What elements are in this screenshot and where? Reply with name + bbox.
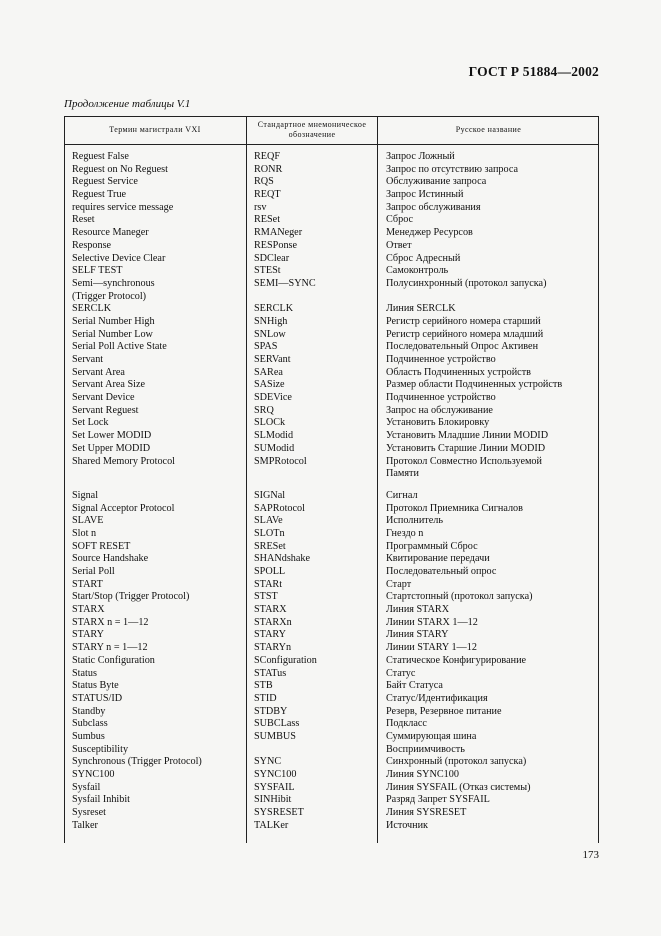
table-row [64,794,599,807]
term-cell: Set Upper MODID [72,442,151,454]
mnemonic-cell: STARt [254,578,283,590]
table-row [64,303,599,316]
table-row [64,490,599,503]
mnemonic-cell: STATus [254,667,287,679]
mnemonic-cell: SEMI—SYNC [254,277,316,289]
mnemonic-cell: STID [254,692,277,704]
term-cell: Synchronous (Trigger Protocol) [72,756,202,768]
document-header-code: ГОСТ Р 51884—2002 [468,64,599,79]
mnemonic-cell: SYSRESET [254,807,304,819]
table-row [64,503,599,516]
mnemonic-cell: RQS [254,176,274,188]
table-row [64,240,599,253]
table-row [64,782,599,795]
table-row [64,668,599,681]
term-cell: SERCLK [72,303,112,315]
term-cell: Start/Stop (Trigger Protocol) [72,591,190,603]
russian-name-cell: Старт [386,578,412,590]
table-row [64,253,599,266]
term-cell: Sysreset [72,807,106,819]
term-cell: Slot n [72,527,97,539]
table-row [64,151,599,164]
mnemonic-cell: SINHibit [254,794,292,806]
russian-name-cell: Ответ [386,239,412,251]
term-cell: STATUS/ID [72,692,123,704]
table-row [64,680,599,693]
mnemonic-cell: SARea [254,366,283,378]
table-row [64,693,599,706]
russian-name-cell: Резерв, Резервное питание [386,705,502,717]
mnemonic-cell: SDClear [254,252,290,264]
table-row [64,164,599,177]
term-cell: Signal [72,489,99,501]
mnemonic-cell: SAPRotocol [254,502,305,514]
term-cell: Source Handshake [72,553,149,565]
mnemonic-cell: STARY [254,629,287,641]
table-row [64,591,599,604]
mnemonic-cell: SERVant [254,354,291,366]
russian-name-cell: Линия SERCLK [386,303,456,315]
table-row [64,604,599,617]
term-cell: Servant Device [72,392,135,404]
term-cell: Reset [72,214,95,226]
term-cell: Serial Number Low [72,328,153,340]
russian-name-cell: Источник [386,819,429,831]
mnemonic-cell: REQF [254,151,281,162]
table-row [64,769,599,782]
russian-name-cell: Линия SYSFAIL (Отказ системы) [386,781,531,793]
russian-name-cell: Размер области Подчиненных устройств [386,379,563,391]
term-cell: Shared Memory Protocol [72,455,175,467]
russian-name-cell: Протокол Приемника Сигналов [386,502,523,514]
term-cell: START [72,578,103,590]
mnemonic-cell: SLModid [254,430,294,442]
term-cell: Serial Number High [72,315,155,327]
header-divider [64,144,599,145]
russian-name-cell: Подчиненное устройство [386,392,496,404]
table-row [64,706,599,719]
table-row [64,443,599,456]
term-cell: Set Lock [72,417,109,429]
russian-name-cell: Полусинхронный (протокол запуска) [386,277,547,289]
table-row [64,456,599,490]
russian-name-cell: Запрос по отсутствию запроса [386,163,519,175]
term-cell: Selective Device Clear [72,252,166,264]
term-cell: SOFT RESET [72,540,131,552]
russian-name-cell: Обслуживание запроса [386,176,487,188]
mnemonic-cell: SASize [254,379,285,391]
term-cell: STARY [72,629,105,641]
mnemonic-cell: RESPonse [254,239,298,251]
table-row [64,227,599,240]
russian-name-cell: Стартстопный (протокол запуска) [386,591,533,603]
table-row [64,341,599,354]
table-row [64,367,599,380]
table-row [64,392,599,405]
term-cell: Serial Poll Active State [72,341,167,353]
page-number: 173 [582,849,599,861]
mnemonic-cell: SUMBUS [254,730,296,742]
mnemonic-cell: STST [254,591,278,603]
russian-name-cell: Установить Младшие Линии MODID [386,430,549,442]
russian-name-cell: Запрос обслуживания [386,201,481,213]
mnemonic-cell: SIGNal [254,489,286,501]
term-cell: Static Configuration [72,654,155,666]
table-caption: Продолжение таблицы V.1 [64,98,191,110]
term-cell: STARX n = 1—12 [72,616,149,628]
table-row [64,731,599,744]
mnemonic-cell: SYNC [254,756,282,768]
table-row [64,617,599,630]
russian-name-cell: Статус [386,667,416,679]
term-cell: Servant Area [72,366,125,378]
table-row [64,629,599,642]
mnemonic-cell: SNLow [254,328,286,340]
mnemonic-cell: RONR [254,163,283,175]
russian-name-cell: Линия SYNC100 [386,769,459,781]
term-cell: Semi—synchronous (Trigger Protocol) [72,277,155,302]
term-cell: STARX [72,604,105,616]
table-row [64,405,599,418]
term-cell: Talker [72,819,98,831]
term-cell: Status [72,667,97,679]
russian-name-cell: Подклаcc [386,718,427,730]
mnemonic-cell: SLAVe [254,515,283,527]
russian-name-cell: Сброс [386,214,414,226]
mnemonic-cell: REQT [254,189,281,201]
table-row [64,316,599,329]
mnemonic-cell: RESet [254,214,281,226]
mnemonic-cell: SDEVice [254,392,292,404]
term-cell: Sumbus [72,730,105,742]
table-row [64,744,599,757]
russian-name-cell: Регистр серийного номера старший [386,315,541,327]
russian-name-cell: Линии STARY 1—12 [386,642,477,654]
russian-name-cell: Статус/Идентификация [386,692,488,704]
table-row [64,807,599,820]
table-row [64,354,599,367]
table-row [64,541,599,554]
mnemonic-cell: STARX [254,604,287,616]
russian-name-cell: Статическое Конфигурирование [386,654,527,666]
russian-name-cell: Программный Сброс [386,540,478,552]
table-row [64,579,599,592]
russian-name-cell: Исполнитель [386,515,443,527]
term-cell: Sysfail [72,781,101,793]
mnemonic-cell: SUModid [254,442,295,454]
russian-name-cell: Квитирование передачи [386,553,490,565]
term-cell: Servant Area Size [72,379,145,391]
table-row [64,329,599,342]
table-row [64,265,599,278]
term-cell: Susceptibility [72,743,129,755]
mnemonic-cell: SConfiguration [254,654,317,666]
russian-name-cell: Суммирующая шина [386,730,477,742]
mnemonic-cell: SPAS [254,341,278,353]
mnemonic-cell: SLOCk [254,417,286,429]
table-row [64,214,599,227]
russian-name-cell: Менеджер Ресурсов [386,227,473,239]
table-row [64,417,599,430]
russian-name-cell: Разряд Запрет SYSFAIL [386,794,490,806]
russian-name-cell: Гнездо n [386,527,424,539]
table-row [64,642,599,655]
mnemonic-cell: STDBY [254,705,288,717]
mnemonic-cell: SNHigh [254,315,288,327]
column-header-mnemonic: Стандартное мнемоническое обозначение [257,120,367,139]
russian-name-cell: Запрос на обслуживание [386,404,493,416]
table-row [64,278,599,303]
mnemonic-cell: SPOLL [254,566,286,578]
term-cell: SYNC100 [72,769,115,781]
term-cell: Set Lower MODID [72,430,152,442]
mnemonic-cell: RMANeger [254,227,303,239]
term-cell: Serial Poll [72,566,115,578]
russian-name-cell: Запрос Ложный [386,151,455,162]
mnemonic-cell: SRQ [254,404,274,416]
russian-name-cell: Восприимчивость [386,743,465,755]
term-cell: requires service message [72,201,174,213]
table-row [64,756,599,769]
mnemonic-cell: TALKer [254,819,289,831]
terms-table [64,116,599,843]
russian-name-cell: Установить Блокировку [386,417,490,429]
mnemonic-cell: STARYn [254,642,292,654]
mnemonic-cell: SUBCLass [254,718,300,730]
term-cell: SLAVE [72,515,104,527]
russian-name-cell: Последовательный Опрос Активен [386,341,539,353]
russian-name-cell: Линии STARX 1—12 [386,616,478,628]
mnemonic-cell: rsv [254,201,267,213]
table-row [64,202,599,215]
russian-name-cell: Подчиненное устройство [386,354,496,366]
mnemonic-cell: STARXn [254,616,292,628]
table-row [64,430,599,443]
table-row [64,718,599,731]
term-cell: Subclass [72,718,108,730]
table-row [64,189,599,202]
term-cell: Resource Maneger [72,227,149,239]
mnemonic-cell: SRESet [254,540,286,552]
russian-name-cell: Сигнал [386,489,418,501]
russian-name-cell: Область Подчиненных устройств [386,366,531,378]
term-cell: Reguest Service [72,176,138,188]
term-cell: Sysfail Inhibit [72,794,131,806]
column-header-term: Термин магистрали VXI [109,125,201,134]
mnemonic-cell: STB [254,680,273,692]
russian-name-cell: Протокол Совместно Используемой Памяти [386,455,542,480]
table-row [64,379,599,392]
term-cell: Signal Acceptor Protocol [72,502,175,514]
russian-name-cell: Последовательный опрос [386,566,497,578]
mnemonic-cell: STESt [254,265,281,277]
mnemonic-cell: SYSFAIL [254,781,295,793]
term-cell: SELF TEST [72,265,123,277]
russian-name-cell: Установить Старшие Линии MODID [386,442,546,454]
table-row [64,553,599,566]
table-row [64,176,599,189]
russian-name-cell: Сброс Адресный [386,252,461,264]
term-cell: Standby [72,705,106,717]
russian-name-cell: Линия STARY [386,629,449,641]
term-cell: STARY n = 1—12 [72,642,148,654]
mnemonic-cell: SYNC100 [254,769,297,781]
mnemonic-cell: SMPRotocol [254,455,307,467]
term-cell: Status Byte [72,680,119,692]
table-row [64,528,599,541]
table-row [64,566,599,579]
term-cell: Servant [72,354,104,366]
russian-name-cell: Регистр серийного номера младший [386,328,544,340]
mnemonic-cell: SLOTn [254,527,285,539]
russian-name-cell: Запрос Истинный [386,189,464,201]
term-cell: Reguest on No Reguest [72,163,168,175]
russian-name-cell: Самоконтроль [386,265,449,277]
term-cell: Reguest True [72,189,127,201]
table-row [64,820,599,833]
russian-name-cell: Линия STARX [386,604,450,616]
column-header-russian: Русское название [455,125,522,134]
term-cell: Response [72,239,112,251]
russian-name-cell: Байт Статуса [386,680,443,692]
mnemonic-cell: SERCLK [254,303,294,315]
table-body [64,151,599,832]
russian-name-cell: Линия SYSRESET [386,807,467,819]
mnemonic-cell: SHANdshake [254,553,311,565]
table-row [64,515,599,528]
term-cell: Servant Reguest [72,404,139,416]
russian-name-cell: Синхронный (протокол запуска) [386,756,527,768]
term-cell: Reguest False [72,151,129,162]
table-row [64,655,599,668]
